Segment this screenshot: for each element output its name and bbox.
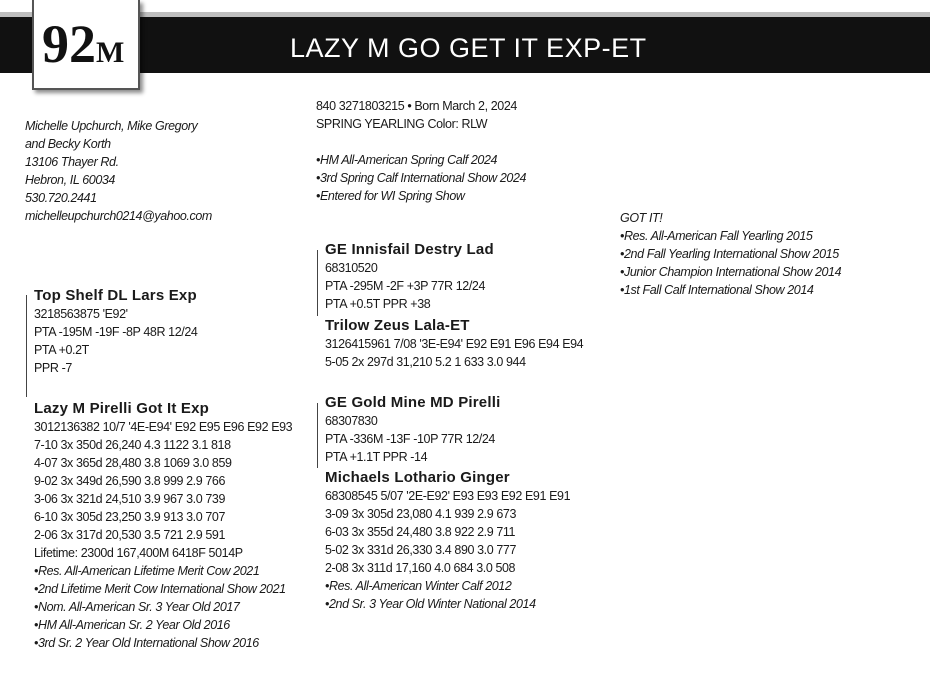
owner-city: Hebron, IL 60034 — [25, 173, 115, 187]
animal-honors — [316, 151, 526, 205]
owner-email: michelleupchurch0214@yahoo.com — [25, 209, 212, 223]
dam-lifetime: Lifetime: 2300d 167,400M 6418F 5014P — [34, 546, 243, 560]
dam-honors — [34, 562, 292, 652]
honor-item: •2nd Lifetime Merit Cow International Show 2021 — [34, 582, 286, 596]
sire-sire-section — [325, 241, 494, 313]
dam-line: 9-02 3x 349d 26,590 3.8 999 2.9 766 — [34, 474, 226, 488]
dam-line: 6-10 3x 305d 23,250 3.9 913 3.0 707 — [34, 510, 226, 524]
sire-line: 3218563875 'E92' — [34, 307, 128, 321]
honor-item: •HM All-American Sr. 2 Year Old 2016 — [34, 618, 230, 632]
dam-sire-name: GE Gold Mine MD Pirelli — [325, 394, 501, 411]
sire-sire-line: PTA -295M -2F +3P 77R 12/24 — [325, 279, 486, 293]
honor-item: •2nd Sr. 3 Year Old Winter National 2014 — [325, 597, 536, 611]
lot-number — [42, 14, 124, 83]
dam-line: 2-06 3x 317d 20,530 3.5 721 2.9 591 — [34, 528, 226, 542]
animal-info — [316, 97, 526, 205]
dam-line: 3012136382 10/7 '4E-E94' E92 E95 E96 E92 E93 — [34, 420, 293, 434]
dam-dam-line: 5-02 3x 331d 26,330 3.4 890 3.0 777 — [325, 543, 517, 557]
honor-item: •3rd Spring Calf International Show 2024 — [316, 171, 527, 185]
sire-dam-name: Trilow Zeus Lala-ET — [325, 317, 470, 334]
dam-dam-honors — [325, 577, 570, 613]
honor-item: •Junior Champion International Show 2014 — [620, 265, 842, 279]
dam-sire-line: 68307830 — [325, 414, 378, 428]
sire-dam-line: 3126415961 7/08 '3E-E94' E92 E91 E96 E94 E94 — [325, 337, 584, 351]
dam-dam-line: 3-09 3x 305d 23,080 4.1 939 2.9 673 — [325, 507, 517, 521]
pedigree-bracket — [26, 295, 27, 397]
owner-line: Michelle Upchurch, Mike Gregory — [25, 119, 198, 133]
got-it-section — [620, 209, 841, 299]
dam-name: Lazy M Pirelli Got It Exp — [34, 400, 210, 417]
dam-dam-line: 2-08 3x 311d 17,160 4.0 684 3.0 508 — [325, 561, 516, 575]
owner-info — [25, 117, 212, 225]
dam-dam-line: 6-03 3x 355d 24,480 3.8 922 2.9 711 — [325, 525, 516, 539]
dam-dam-line: 68308545 5/07 '2E-E92' E93 E93 E92 E91 E91 — [325, 489, 571, 503]
dam-sire-section — [325, 394, 500, 466]
honor-item: •Res. All-American Fall Yearling 2015 — [620, 229, 813, 243]
honor-item: •Res. All-American Lifetime Merit Cow 2021 — [34, 564, 260, 578]
honor-item: •HM All-American Spring Calf 2024 — [316, 153, 498, 167]
dam-dam-section — [325, 469, 570, 613]
dam-line: 4-07 3x 365d 28,480 3.8 1069 3.0 859 — [34, 456, 232, 470]
lot-number-digits: 92 — [42, 14, 96, 74]
honor-item: •Res. All-American Winter Calf 2012 — [325, 579, 512, 593]
sire-sire-line: PTA +0.5T PPR +38 — [325, 297, 431, 311]
sire-dam-section — [325, 317, 583, 371]
dam-sire-line: PTA +1.1T PPR -14 — [325, 450, 428, 464]
sire-section — [34, 287, 197, 377]
owner-line: and Becky Korth — [25, 137, 111, 151]
animal-id-line: 840 3271803215 • Born March 2, 2024 — [316, 99, 517, 113]
sire-name: Top Shelf DL Lars Exp — [34, 287, 197, 304]
sire-dam-line: 5-05 2x 297d 31,210 5.2 1 633 3.0 944 — [325, 355, 526, 369]
page-title: LAZY M GO GET IT EXP-ET — [290, 33, 647, 63]
dam-line: 7-10 3x 350d 26,240 4.3 1122 3.1 818 — [34, 438, 231, 452]
pedigree-bracket — [317, 403, 318, 468]
got-it-title: GOT IT! — [620, 211, 663, 225]
sire-sire-name: GE Innisfail Destry Lad — [325, 241, 494, 258]
dam-section — [34, 400, 292, 652]
sire-line: PPR -7 — [34, 361, 72, 375]
honor-item: •Entered for WI Spring Show — [316, 189, 465, 203]
honor-item: •1st Fall Calf International Show 2014 — [620, 283, 814, 297]
sire-line: PTA +0.2T — [34, 343, 89, 357]
honor-item: •Nom. All-American Sr. 3 Year Old 2017 — [34, 600, 240, 614]
pedigree-bracket — [317, 250, 318, 316]
owner-phone: 530.720.2441 — [25, 191, 97, 205]
lot-number-suffix: M — [96, 36, 125, 69]
honor-item: •2nd Fall Yearling International Show 2015 — [620, 247, 839, 261]
owner-address: 13106 Thayer Rd. — [25, 155, 119, 169]
sire-line: PTA -195M -19F -8P 48R 12/24 — [34, 325, 198, 339]
honor-item: •3rd Sr. 2 Year Old International Show 2016 — [34, 636, 259, 650]
animal-class-line: SPRING YEARLING Color: RLW — [316, 117, 488, 131]
sire-sire-line: 68310520 — [325, 261, 378, 275]
dam-line: 3-06 3x 321d 24,510 3.9 967 3.0 739 — [34, 492, 226, 506]
dam-sire-line: PTA -336M -13F -10P 77R 12/24 — [325, 432, 495, 446]
dam-dam-name: Michaels Lothario Ginger — [325, 469, 510, 486]
lot-number-box — [32, 0, 140, 90]
